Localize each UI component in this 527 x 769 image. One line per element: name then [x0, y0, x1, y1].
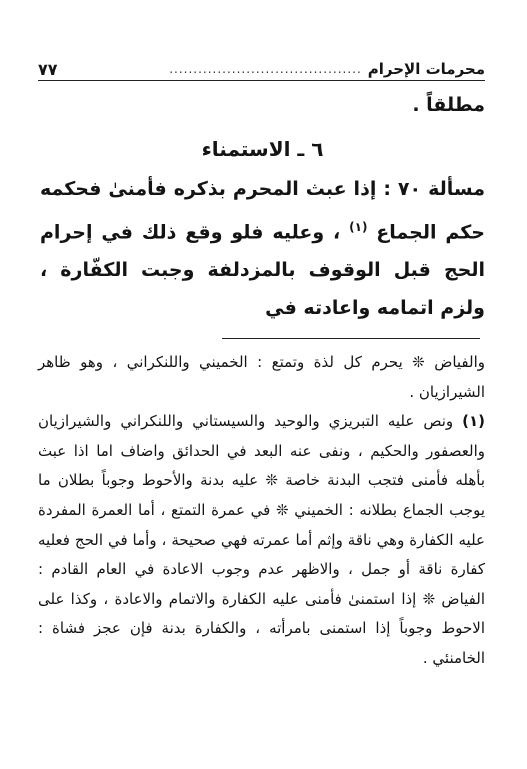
main-text — [40, 86, 485, 327]
running-header — [38, 58, 485, 81]
page-number: ٧٧ — [38, 59, 58, 79]
issue-paragraph — [40, 170, 485, 327]
footnote-1 — [38, 407, 485, 673]
issue-text-part-2: ، وعليه فلو وقع ذلك في إحرام الحج قبل الوقوف بالمزدلفة وجبت الكفّارة ، ولزم اتمامه واعادته في — [40, 221, 485, 320]
header-leader-dots: ........................................ — [169, 62, 362, 76]
footnote-1-marker: (١) — [462, 412, 485, 431]
opening-line: مطلقاً . — [412, 94, 485, 116]
chapter-title: محرمات الإحرام — [367, 60, 485, 78]
footnote-continuation: والفياض ❊ يحرم كل لذة وتمتع : الخميني واللنكراني ، وهو ظاهر الشيرازيان . — [38, 353, 485, 401]
footnotes-section — [38, 348, 485, 674]
section-heading: ٦ ـ الاستمناء — [201, 137, 324, 161]
issue-text-part-1: إذا عبث المحرم بذكره فأمنىٰ فحكمه حكم الجماع — [40, 178, 485, 244]
footnote-reference[interactable]: (١) — [349, 220, 368, 234]
footnote-1-text: ونص عليه التبريزي والوحيد والسيستاني واللنكراني والشيرازيان والعصفور والحكيم ، ونفى عنه البعد في الحدائق واضاف اما اذا عبث بأهله فأمنى فتجب البدنة خاصة ❊ عليه بدنة والأحوط وجوباً بطلان ما يوجب الجماع بطلانه : الخميني ❊ في عمرة التمتع ، أما العمرة المفردة عليه الكفارة وهي ناقة وإثم أما عمرته فهي صحيحة ، وأما في الحج فعليه كفارة ناقة أو جمل ، والاظهر عدم وجوب الاعادة في العام القادم : الفياض ❊ إذا استمنىٰ فأمنى عليه الكفارة والاتمام والاعادة ، وكذا على الاحوط وجوباً إذا استمنى بامرأته ، والكفارة بدنة فإن عجز فشاة : الخامنئي . — [38, 412, 485, 667]
issue-label: مسألة ٧٠ : — [383, 178, 485, 200]
footnote-divider — [222, 338, 480, 339]
